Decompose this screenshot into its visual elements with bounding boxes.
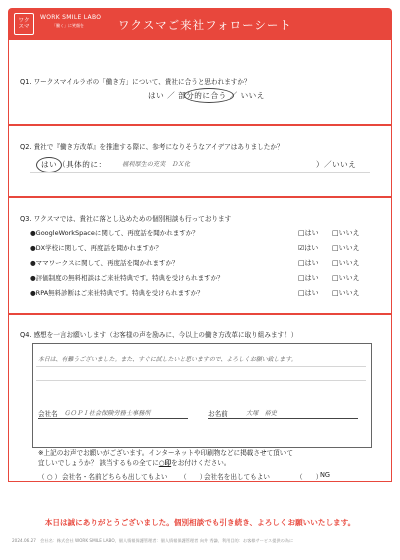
- q4-question: Q4. 感想を一言お願いします（お客様の声を励みに、今以上の働き方改革に取り組みます！）: [20, 331, 298, 339]
- q2-answer[interactable]: 福利厚生の充実 ＤＸ化: [122, 161, 191, 168]
- q3-row-no[interactable]: □いいえ: [332, 259, 360, 267]
- footer-note: 2024.06.27 会社名：株式会社 WORK SMILE LABO、個人情報保護管理者：個人情報保護管理者 向井 秀謙、利用目的：お客様サービス提供の為に: [12, 538, 294, 543]
- consent-option-2-mark[interactable]: （ ）: [180, 473, 207, 481]
- q3-question: Q3. ワクスマでは、貴社に落とし込めための個別相談も行っております: [20, 215, 232, 223]
- consent-text-2: [38, 457, 231, 467]
- q2-no-option[interactable]: ／いいえ: [324, 160, 357, 169]
- q3-row-no[interactable]: □いいえ: [332, 274, 360, 282]
- q3-row-label: ●ママワークスに関して、再度話を聞かれますか？: [30, 259, 179, 267]
- name-value[interactable]: 大塚 裕史: [246, 410, 277, 417]
- consent-option-2: 会社名を出してもよい: [204, 473, 270, 481]
- company-label: 会社名: [38, 410, 58, 418]
- q3-row-yes[interactable]: ☑はい: [298, 244, 319, 252]
- q2-close-paren: ）: [316, 160, 325, 169]
- q3-row-yes[interactable]: □はい: [298, 229, 319, 237]
- brand-name: WORK SMILE LABO: [40, 14, 102, 21]
- q3-row-label: ●評価制度の無料相談はご来社特典です。特典を受けられますか？: [30, 274, 224, 282]
- sheet-title: ワクスマご来社フォローシート: [118, 18, 292, 32]
- consent-option-1: 会社名・名前どちらも出してもよい: [62, 473, 168, 481]
- q2-question: Q2. 貴社で『働き方改革』を推進する際に、参考になりそうなアイデアはありましたか？: [20, 143, 284, 151]
- logo-mark: ワク スマ: [14, 13, 34, 35]
- q3-row-label: ●DX学校に関して、再度話を聞かれますか？: [30, 244, 162, 252]
- q3-row-no[interactable]: □いいえ: [332, 289, 360, 297]
- q2-yes-option[interactable]: はい: [41, 160, 58, 169]
- name-underline: [208, 418, 358, 419]
- name-label: お名前: [208, 410, 228, 418]
- q1-question: Q1. ワークスマイルラボの「働き方」について、貴社に合うと思われますか？: [20, 78, 251, 86]
- consent-text-1: ※上記のお声でお願いがございます。インターネットや印刷物などに掲載させて頂いて: [38, 449, 293, 457]
- section-divider-q1: [8, 124, 392, 126]
- consent-option-3-mark[interactable]: （ ）: [296, 473, 323, 481]
- consent-text-2b: をお付けください。: [171, 459, 231, 467]
- footer-thanks: 本日は誠にありがとうございました。個別相談でも引き続き、よろしくお願いいたします。: [44, 518, 356, 527]
- q2-detail-label: （具体的に：: [58, 160, 107, 169]
- consent-option-3: NG: [320, 471, 331, 479]
- consent-text-2-emphasis: ○印: [158, 459, 172, 467]
- brand-tagline: 「働く」に笑顔を: [52, 23, 84, 28]
- comment-line: [36, 366, 366, 367]
- q3-row-no[interactable]: □いいえ: [332, 229, 360, 237]
- section-divider-q3: [8, 313, 392, 315]
- company-underline: [38, 418, 188, 419]
- consent-text-2a: 宜しいでしょうか？ 該当するもの全てに: [38, 459, 159, 467]
- q3-row-yes[interactable]: □はい: [298, 259, 319, 267]
- q3-row-label: ●RPA無料診断はご来社特典です。特典を受けられますか？: [30, 289, 204, 297]
- q3-row-yes[interactable]: □はい: [298, 274, 319, 282]
- company-value[interactable]: ＧＯＰＩ社会保険労務士事務所: [64, 410, 151, 417]
- consent-option-1-mark[interactable]: （ ○ ）: [38, 473, 62, 481]
- q2-answer-line: [30, 172, 370, 173]
- q3-row-yes[interactable]: □はい: [298, 289, 319, 297]
- q1-selected-circle: [184, 88, 234, 103]
- section-divider-q2: [8, 196, 392, 198]
- comment-text: 本日は、有難うございました。また、すぐに試したいと思いますので、よろしくお願い致します。: [38, 357, 297, 363]
- q3-row-label: ●GoogleWorkSpaceに関して、再度話を聞かれますか？: [30, 229, 199, 237]
- q3-row-no[interactable]: □いいえ: [332, 244, 360, 252]
- comment-line: [36, 380, 366, 381]
- q1-options[interactable]: はい ／ 部分的に合う ／ いいえ: [148, 91, 265, 100]
